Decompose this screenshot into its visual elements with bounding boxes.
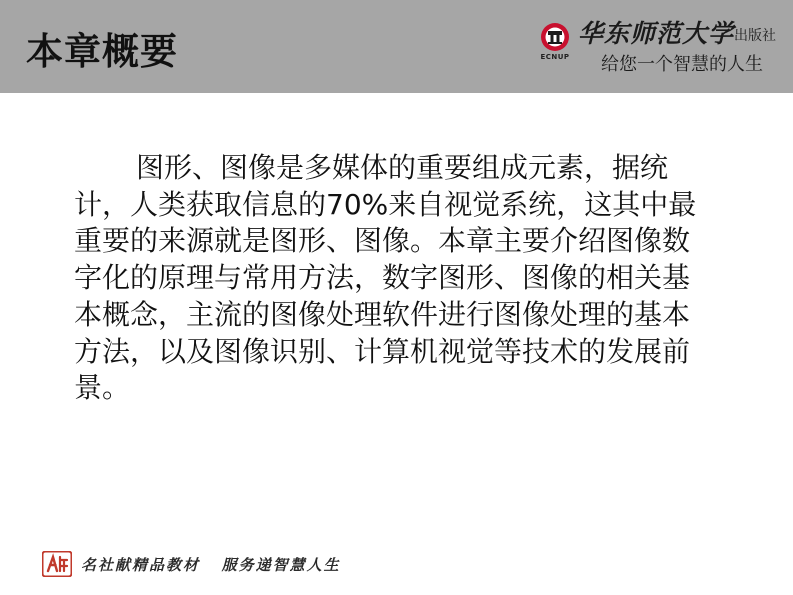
- footer-slogan: 名社献精品教材 服务递智慧人生: [81, 556, 341, 574]
- ecnup-logo-icon: [540, 22, 570, 52]
- seal-icon: [42, 551, 72, 577]
- header-slogan: 给您一个智慧的人生: [601, 54, 763, 75]
- university-name: 华东师范大学: [578, 19, 735, 48]
- header-band: [0, 0, 793, 93]
- chapter-summary-paragraph: 图形、图像是多媒体的重要组成元素，据统计，人类获取信息的70%来自视觉系统，这其中最重要的来源就是图形、图像。本章主要介绍图像数字化的原理与常用方法，数字图形、图像的相关基本概念，主流的图像处理软件进行图像处理的基本方法，以及图像识别、计算机视觉等技术的发展前景。: [74, 151, 697, 405]
- press-label: 出版社: [734, 28, 776, 44]
- page-title: 本章概要: [26, 30, 178, 73]
- logo-caption: ECNUP: [540, 53, 570, 61]
